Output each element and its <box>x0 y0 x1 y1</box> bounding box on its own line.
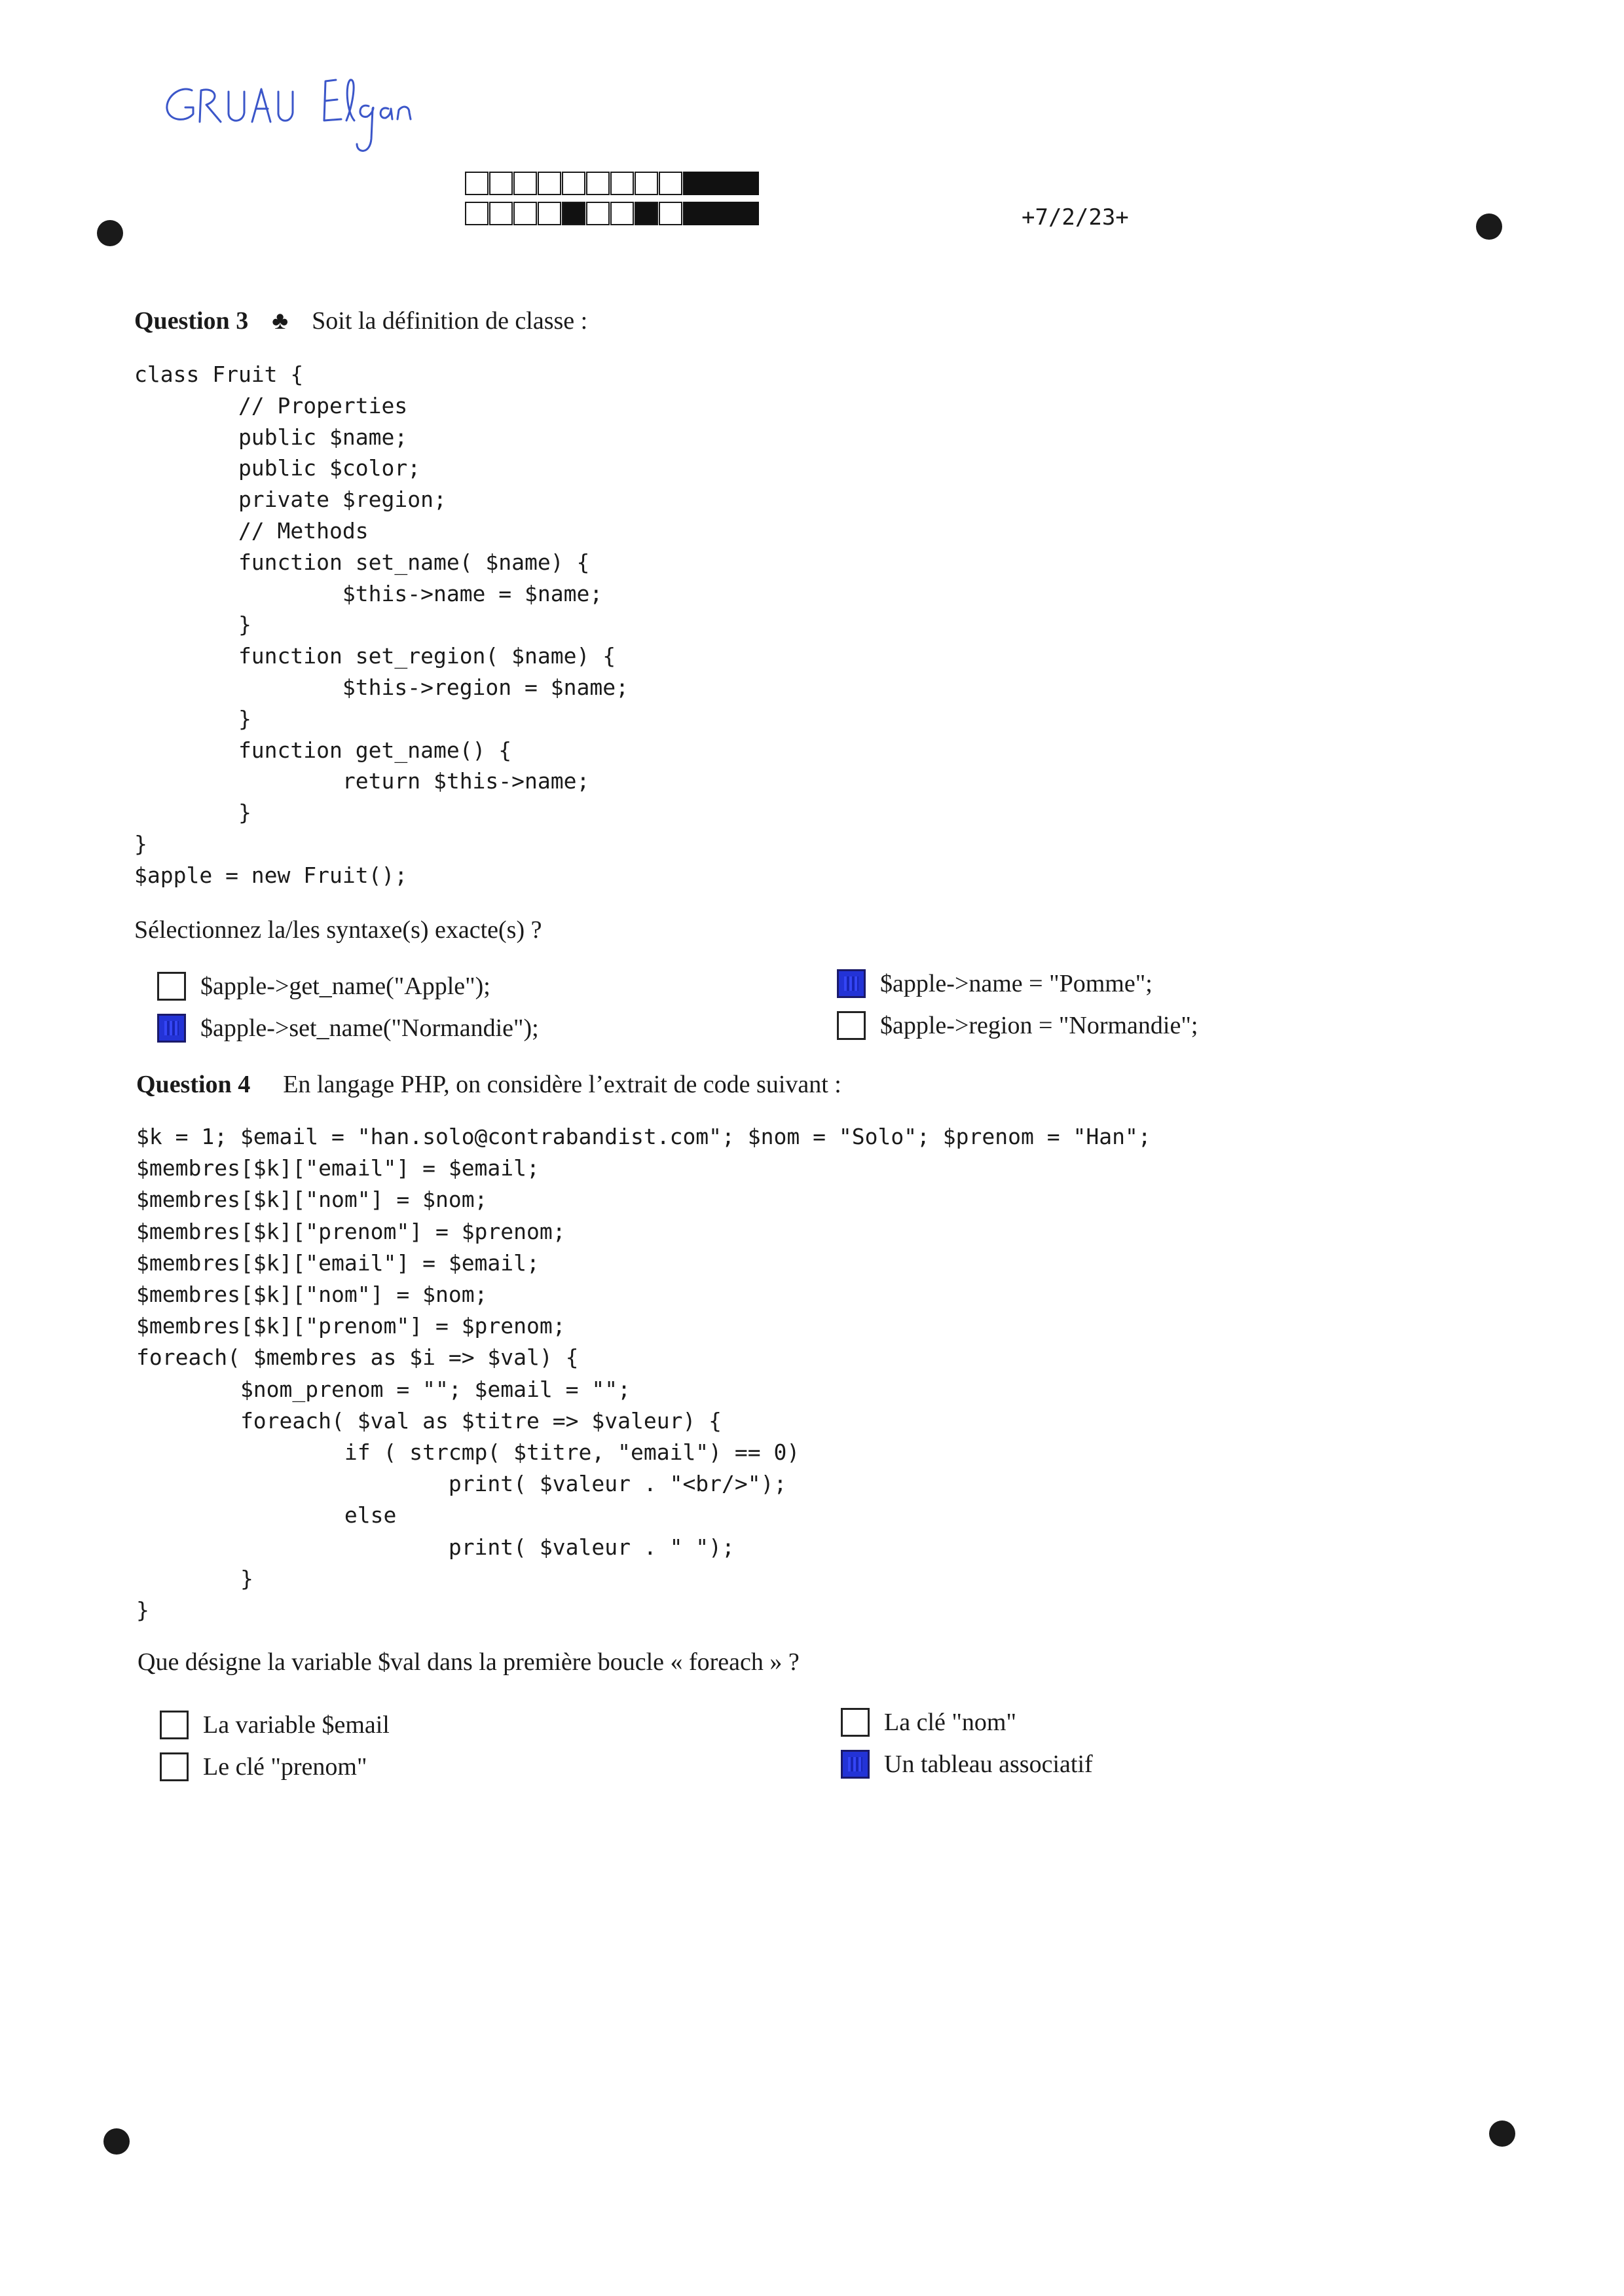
club-icon: ♣ <box>272 307 289 335</box>
question-3-code: class Fruit { // Properties public $name; public $color; private $region; // Methods function set_name( $name) { $this->name = $name; } function set_region( $name) { $this->region = $name; } function get_name() { return $this->name; } } $apple = new Fruit(); <box>134 361 629 888</box>
question-3-option-4[interactable] <box>837 1011 1198 1040</box>
question-3-prompt: Sélectionnez la/les syntaxe(s) exacte(s) ? <box>134 916 542 944</box>
option-checkbox[interactable] <box>837 1011 866 1040</box>
barcode-cell <box>538 202 561 225</box>
page-identifier: +7/2/23+ <box>1022 204 1129 231</box>
barcode-cell <box>489 202 513 225</box>
barcode-cell <box>659 172 682 195</box>
question-4-statement: En langage PHP, on considère l’extrait de code suivant : <box>283 1071 841 1098</box>
barcode-cell <box>562 172 585 195</box>
barcode-cell <box>586 172 610 195</box>
barcode-cell <box>465 172 489 195</box>
barcode-cell <box>562 202 585 225</box>
question-3-option-2[interactable] <box>837 969 1153 998</box>
barcode-row-2 <box>465 202 759 227</box>
question-3-statement: Soit la définition de classe : <box>312 307 588 335</box>
question-3-option-1[interactable] <box>157 972 490 1001</box>
barcode-cell <box>610 202 634 225</box>
barcode-cell <box>610 172 634 195</box>
option-label: La clé "nom" <box>884 1709 1016 1736</box>
barcode-cell <box>586 202 610 225</box>
question-4-option-2[interactable] <box>841 1708 1016 1737</box>
option-checkbox-checked[interactable] <box>841 1750 870 1779</box>
barcode-cell <box>465 202 489 225</box>
question-4-heading <box>136 1070 841 1099</box>
barcode-cell <box>513 202 537 225</box>
option-checkbox[interactable] <box>160 1752 189 1781</box>
option-checkbox-checked[interactable] <box>157 1014 186 1043</box>
barcode-cell <box>513 172 537 195</box>
option-checkbox-checked[interactable] <box>837 969 866 998</box>
corner-mark-top-left <box>97 220 123 246</box>
barcode-cell <box>635 202 658 225</box>
option-label: Le clé "prenom" <box>203 1753 367 1781</box>
option-label: $apple->region = "Normandie"; <box>880 1012 1198 1039</box>
corner-mark-bottom-right <box>1489 2120 1515 2147</box>
barcode-solid-block <box>683 172 759 195</box>
option-label: Un tableau associatif <box>884 1750 1093 1778</box>
barcode-cell <box>489 172 513 195</box>
handwritten-student-name <box>160 65 462 170</box>
option-checkbox[interactable] <box>157 972 186 1001</box>
question-3-heading <box>134 306 587 335</box>
option-checkbox[interactable] <box>841 1708 870 1737</box>
option-label: $apple->name = "Pomme"; <box>880 970 1153 997</box>
barcode-solid-block <box>683 202 759 225</box>
option-label: $apple->get_name("Apple"); <box>200 972 490 1000</box>
option-checkbox[interactable] <box>160 1711 189 1739</box>
question-4-option-1[interactable] <box>160 1711 390 1739</box>
corner-mark-bottom-left <box>103 2128 130 2155</box>
question-3-option-3[interactable] <box>157 1014 539 1043</box>
barcode-cell <box>635 172 658 195</box>
question-4-prompt: Que désigne la variable $val dans la première boucle « foreach » ? <box>138 1648 800 1676</box>
barcode-cell <box>538 172 561 195</box>
question-4-label: Question 4 <box>136 1071 251 1098</box>
question-3-label: Question 3 <box>134 307 249 335</box>
option-label: La variable $email <box>203 1711 390 1739</box>
question-4-code: $k = 1; $email = "han.solo@contrabandist.com"; $nom = "Solo"; $prenom = "Han"; $membres[$k]["email"] = $email; $membres[$k]["nom"] = $nom; $membres[$k]["prenom"] = $prenom; $membres[$k]["email"] = $email; $membres[$k]["nom"] = $nom; $membres[$k]["prenom"] = $prenom; foreach( $membres as $i => $val) { $nom_prenom = ""; $email = ""; foreach( $val as $titre => $valeur) { if ( strcmp( $titre, "email") == 0) print( $valeur . "<br/>"); else print( $valeur . " "); } } <box>136 1124 1151 1623</box>
barcode-row-1 <box>465 172 759 196</box>
corner-mark-top-right <box>1476 213 1502 240</box>
barcode-cell <box>659 202 682 225</box>
page-barcode <box>465 172 759 232</box>
option-label: $apple->set_name("Normandie"); <box>200 1014 539 1042</box>
question-4-option-3[interactable] <box>160 1752 367 1781</box>
question-4-option-4[interactable] <box>841 1750 1093 1779</box>
